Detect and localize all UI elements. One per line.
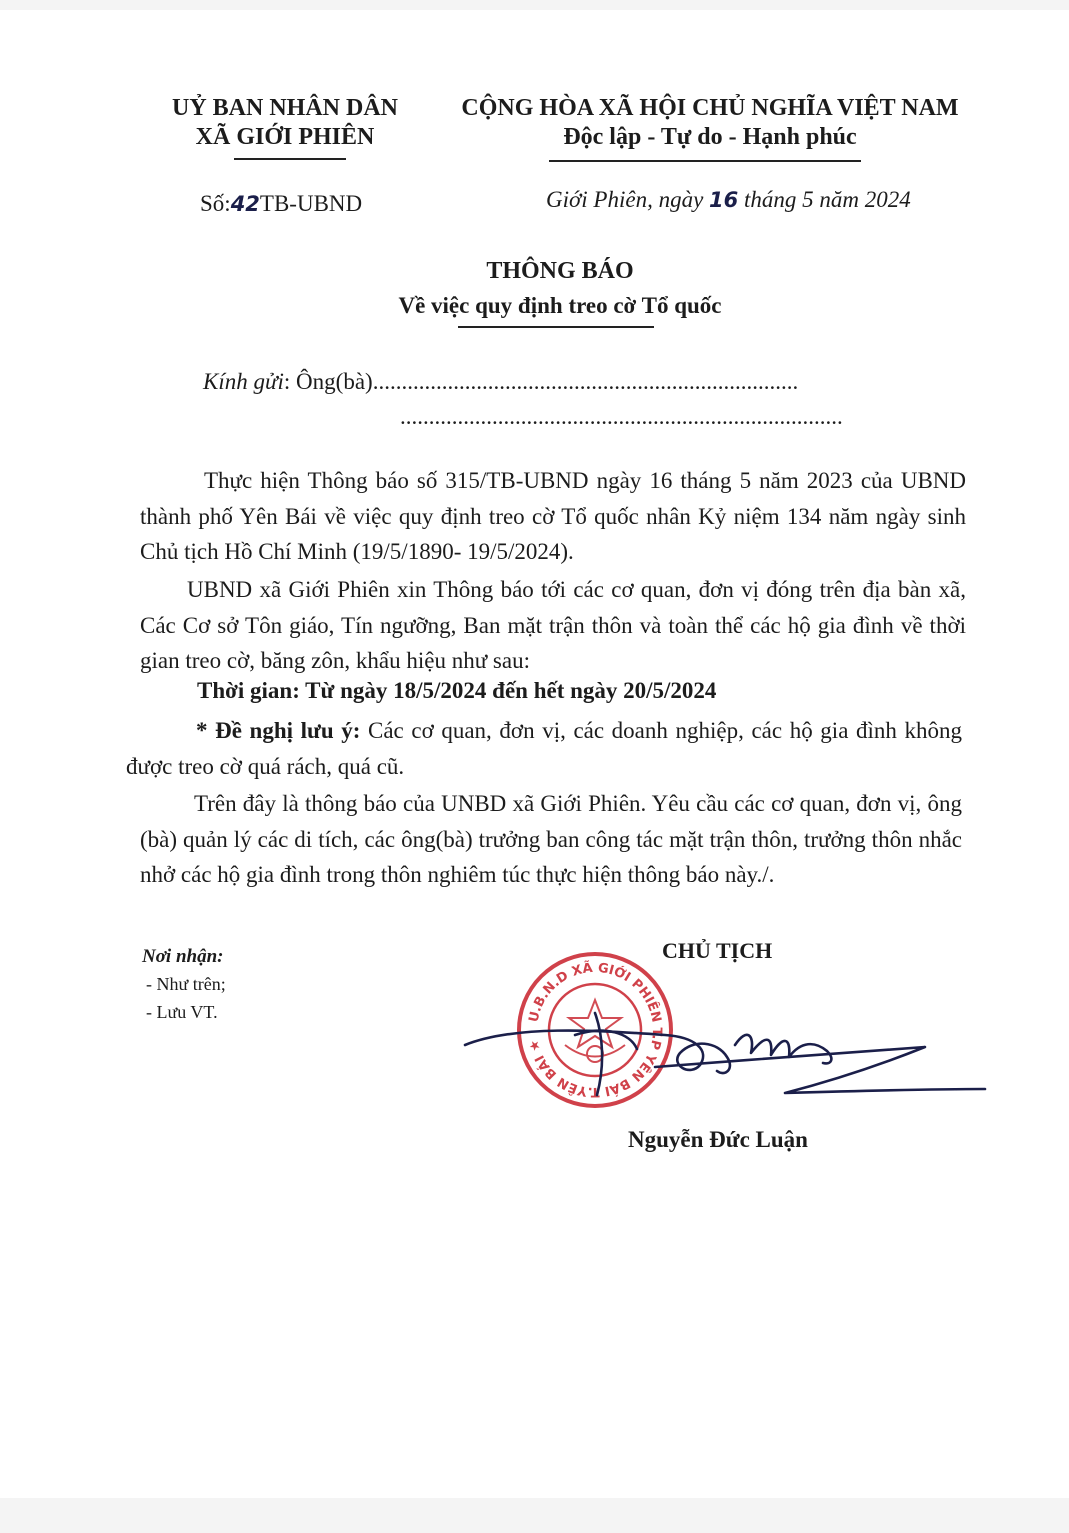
recipient-line — [203, 369, 798, 395]
date-day-handwritten: 16 — [709, 188, 739, 212]
doc-number-handwritten: 42 — [230, 192, 260, 216]
body-paragraph-4: Trên đây là thông báo của UNBD xã Giới Phiên. Yêu cầu các cơ quan, đơn vị, ông (bà) quản lý các di tích, các ông(bà) trưởng ban công tác mặt trận thôn, trưởng thôn nhắc nhở các hộ gia đình trong thôn nghiêm túc thực hiện thông báo này./. — [140, 791, 962, 887]
national-motto: Độc lập - Tự do - Hạnh phúc — [563, 124, 857, 150]
subtitle-underline — [458, 326, 654, 328]
note-text: Các cơ quan, đơn vị, các doanh nghiệp, các hộ gia đình không được treo cờ quá rách, quá cũ. — [126, 718, 963, 779]
national-header — [455, 95, 965, 151]
recipient-label: Kính gửi — [203, 369, 284, 394]
document-subtitle: Về việc quy định treo cờ Tổ quốc — [398, 293, 722, 318]
national-title: CỘNG HÒA XÃ HỘI CHỦ NGHĨA VIỆT NAM — [461, 95, 959, 121]
signer-name: Nguyễn Đức Luận — [628, 1127, 808, 1152]
issuer-line1: UỶ BAN NHÂN DÂN — [172, 95, 398, 121]
recipient-item-1: - Như trên; — [146, 974, 226, 994]
recipient-text: : Ông(bà).......................................................................... — [283, 369, 799, 394]
recipients-title: Nơi nhận: — [142, 946, 224, 967]
document-title: THÔNG BÁO — [486, 258, 634, 284]
note-label: * Đề nghị lưu ý: — [196, 718, 361, 743]
doc-number-suffix: TB-UBND — [259, 191, 363, 216]
recipient-line2: ............................................................................. — [400, 404, 843, 429]
date-after: tháng 5 năm 2024 — [738, 187, 911, 212]
body-paragraph-1: Thực hiện Thông báo số 315/TB-UBND ngày 16 tháng 5 năm 2023 của UBND thành phố Yên Bái về việc quy định treo cờ Tổ quốc nhân Kỷ niệm 134 năm ngày sinh Chủ tịch Hồ Chí Minh (19/5/1890- 19/5/2024). — [140, 468, 966, 564]
date-line — [546, 187, 911, 213]
issuer-name — [150, 95, 420, 151]
document-page — [0, 10, 1069, 1498]
doc-number-prefix: Số: — [200, 191, 231, 216]
motto-underline — [549, 160, 861, 162]
issuer-line2: XÃ GIỚI PHIÊN — [195, 124, 375, 150]
issuer-underline — [234, 158, 346, 160]
flag-time-line: Thời gian: Từ ngày 18/5/2024 đến hết ngày 20/5/2024 — [197, 678, 717, 703]
body-paragraph-2: UBND xã Giới Phiên xin Thông báo tới các cơ quan, đơn vị đóng trên địa bàn xã, Các Cơ sở Tôn giáo, Tín ngưỡng, Ban mặt trận thôn và toàn thể các hộ gia đình về thời gian treo cờ, băng zôn, khẩu hiệu như sau: — [140, 577, 966, 673]
date-before: Giới Phiên, ngày — [546, 187, 710, 212]
recipient-item-2: - Lưu VT. — [146, 1002, 218, 1022]
signature-icon — [455, 1005, 995, 1105]
signer-position: CHỦ TỊCH — [662, 938, 773, 963]
note-paragraph — [126, 713, 962, 784]
svg-text:U.B.N.D XÃ GIỚI PHIÊN T.P YÊN: U.B.N.D XÃ GIỚI PHIÊN T.P YÊN BÁI T.YÊN BÁI ★ — [526, 960, 665, 1100]
document-number — [200, 191, 362, 217]
